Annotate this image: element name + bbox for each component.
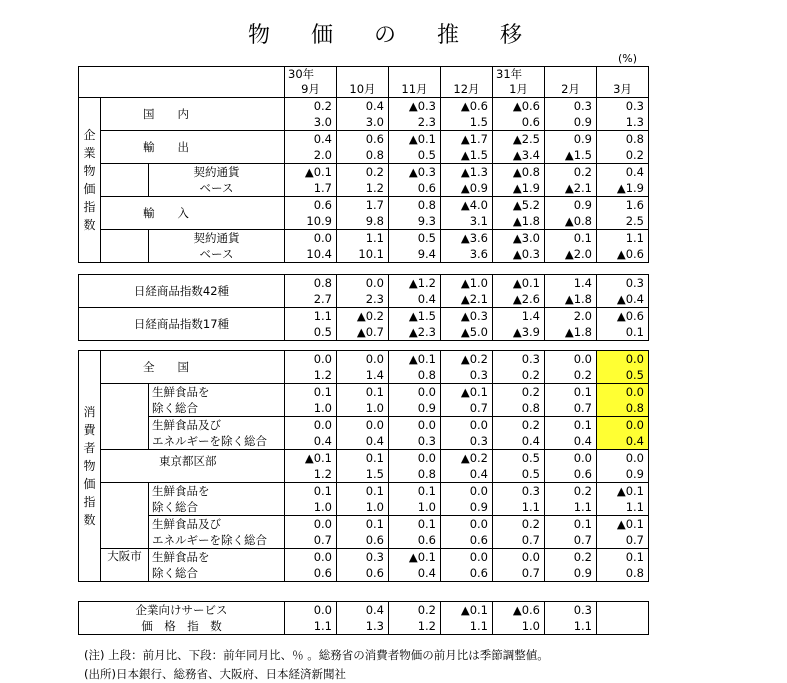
value-cell: 0.9 xyxy=(597,466,649,483)
page-title: 物 価 の 推 移 xyxy=(248,23,539,48)
nikkei-table xyxy=(78,274,649,341)
value-cell: ▲1.9 xyxy=(493,180,545,197)
value-cell: 0.6 xyxy=(337,532,389,549)
value-cell: 0.8 xyxy=(389,466,441,483)
value-cell: 0.5 xyxy=(389,230,441,247)
value-cell: 0.3 xyxy=(545,602,597,619)
value-cell: 0.6 xyxy=(285,565,337,582)
value-cell: ▲3.9 xyxy=(493,324,545,341)
value-cell: ▲0.2 xyxy=(441,450,493,467)
services-label: 企業向けサービス xyxy=(79,602,285,619)
value-cell: 0.7 xyxy=(597,532,649,549)
corporate-sub-label: ベース xyxy=(149,180,285,197)
cpi-row-lower xyxy=(79,532,649,549)
value-cell: 0.4 xyxy=(285,131,337,148)
value-cell: 3.6 xyxy=(441,246,493,263)
value-cell: 2.5 xyxy=(597,213,649,230)
value-cell: 0.8 xyxy=(597,565,649,582)
value-cell: 9.3 xyxy=(389,213,441,230)
value-cell: 0.5 xyxy=(389,147,441,164)
value-cell: ▲2.1 xyxy=(441,291,493,308)
cpi-region-label: 東京都区部 xyxy=(101,450,285,483)
value-cell: ▲0.3 xyxy=(389,164,441,181)
value-cell: ▲0.1 xyxy=(389,549,441,566)
corporate-price-table xyxy=(78,66,649,263)
value-cell: 0.2 xyxy=(545,367,597,384)
value-cell: 0.4 xyxy=(337,98,389,115)
value-cell: 0.7 xyxy=(493,565,545,582)
value-cell: 0.1 xyxy=(337,450,389,467)
value-cell: ▲1.3 xyxy=(441,164,493,181)
corporate-row-upper xyxy=(79,230,649,247)
cpi-sub-label: 生鮮食品及び xyxy=(149,516,285,533)
value-cell: 0.4 xyxy=(337,602,389,619)
value-cell: 1.0 xyxy=(389,499,441,516)
value-cell: 10.4 xyxy=(285,246,337,263)
value-cell: 0.2 xyxy=(337,164,389,181)
value-cell: 10.9 xyxy=(285,213,337,230)
header-month: 10月 xyxy=(337,82,389,98)
value-cell: 0.2 xyxy=(545,164,597,181)
corporate-sub-label: 契約通貨 xyxy=(149,164,285,181)
value-cell: ▲0.9 xyxy=(441,180,493,197)
value-cell: ▲1.5 xyxy=(389,308,441,325)
value-cell: ▲4.0 xyxy=(441,197,493,214)
value-cell: 0.0 xyxy=(597,450,649,467)
value-cell: 0.0 xyxy=(441,549,493,566)
value-cell: 0.6 xyxy=(441,565,493,582)
value-cell: 0.6 xyxy=(285,197,337,214)
value-cell: 0.0 xyxy=(285,602,337,619)
value-cell: 0.6 xyxy=(389,180,441,197)
value-cell: ▲1.7 xyxy=(441,131,493,148)
value-cell: 0.1 xyxy=(285,483,337,500)
value-cell: 10.1 xyxy=(337,246,389,263)
value-cell: 0.1 xyxy=(545,230,597,247)
value-cell: 0.7 xyxy=(493,532,545,549)
value-cell: 0.4 xyxy=(597,164,649,181)
value-cell: 0.0 xyxy=(337,275,389,292)
value-cell: 0.7 xyxy=(285,532,337,549)
value-cell: ▲2.5 xyxy=(493,131,545,148)
value-cell: 0.7 xyxy=(545,400,597,417)
value-cell: 0.4 xyxy=(597,433,649,450)
cpi-sub-label: 生鮮食品を xyxy=(149,483,285,500)
value-cell: 0.2 xyxy=(285,98,337,115)
value-cell: ▲0.1 xyxy=(493,275,545,292)
nikkei-row-upper xyxy=(79,308,649,325)
value-cell: ▲2.6 xyxy=(493,291,545,308)
value-cell: ▲0.6 xyxy=(493,98,545,115)
value-cell: 0.0 xyxy=(597,417,649,434)
value-cell: 0.0 xyxy=(597,351,649,368)
value-cell: 0.0 xyxy=(545,351,597,368)
header-year: 30年 xyxy=(285,67,337,83)
value-cell: 1.1 xyxy=(597,230,649,247)
cpi-row-lower xyxy=(79,400,649,417)
value-cell: 0.0 xyxy=(285,417,337,434)
corporate-sub-label: ベース xyxy=(149,246,285,263)
value-cell: 1.2 xyxy=(337,180,389,197)
value-cell: ▲0.3 xyxy=(389,98,441,115)
corporate-row-lower xyxy=(79,180,649,197)
value-cell: 0.5 xyxy=(285,324,337,341)
value-cell: 0.2 xyxy=(493,384,545,401)
value-cell: 0.8 xyxy=(493,400,545,417)
indent-spacer xyxy=(101,483,149,549)
value-cell: 1.1 xyxy=(285,308,337,325)
value-cell: 0.4 xyxy=(285,433,337,450)
value-cell: 1.4 xyxy=(493,308,545,325)
value-cell: 0.0 xyxy=(493,549,545,566)
value-cell: 0.9 xyxy=(545,197,597,214)
header-corner xyxy=(79,67,285,98)
value-cell: 1.5 xyxy=(337,466,389,483)
value-cell: 0.2 xyxy=(597,147,649,164)
cpi-row-upper xyxy=(79,351,649,368)
value-cell: ▲1.2 xyxy=(389,275,441,292)
value-cell: 0.0 xyxy=(285,351,337,368)
value-cell: 0.1 xyxy=(285,384,337,401)
value-cell: ▲1.5 xyxy=(545,147,597,164)
services-row-upper xyxy=(79,602,649,619)
value-cell: 3.0 xyxy=(337,114,389,131)
value-cell: 0.1 xyxy=(545,384,597,401)
indent-spacer xyxy=(101,164,149,197)
value-cell: 0.2 xyxy=(545,549,597,566)
value-cell: ▲0.1 xyxy=(597,483,649,500)
value-cell: 0.4 xyxy=(389,565,441,582)
cpi-row-upper xyxy=(79,516,649,533)
cpi-osaka-label: 大阪市 xyxy=(101,549,149,582)
value-cell: 0.3 xyxy=(441,433,493,450)
consumer-price-table xyxy=(78,350,649,582)
value-cell: 0.4 xyxy=(545,433,597,450)
value-cell: 0.2 xyxy=(493,417,545,434)
header-year: 31年 xyxy=(493,67,545,83)
corporate-group-label: 企業物価指数 xyxy=(79,98,101,263)
cpi-row-lower xyxy=(79,433,649,450)
corporate-row-upper xyxy=(79,164,649,181)
indent-spacer xyxy=(101,230,149,263)
value-cell: 2.0 xyxy=(545,308,597,325)
value-cell: 0.8 xyxy=(389,197,441,214)
value-cell: 1.4 xyxy=(337,367,389,384)
value-cell: ▲5.2 xyxy=(493,197,545,214)
value-cell: 0.1 xyxy=(389,516,441,533)
value-cell: 1.0 xyxy=(337,400,389,417)
value-cell: 1.1 xyxy=(285,618,337,635)
header-month: 9月 xyxy=(285,82,337,98)
value-cell: 0.0 xyxy=(389,384,441,401)
cpi-row-upper xyxy=(79,384,649,401)
cpi-sub-label: 除く総合 xyxy=(149,565,285,582)
value-cell: 0.6 xyxy=(337,131,389,148)
value-cell: 3.1 xyxy=(441,213,493,230)
value-cell: 0.6 xyxy=(441,532,493,549)
cpi-row-upper xyxy=(79,417,649,434)
value-cell: 1.1 xyxy=(337,230,389,247)
value-cell: ▲0.4 xyxy=(597,291,649,308)
cpi-sub-label: 除く総合 xyxy=(149,499,285,516)
value-cell: 0.8 xyxy=(337,147,389,164)
services-row-lower xyxy=(79,618,649,635)
value-cell: 2.3 xyxy=(337,291,389,308)
value-cell: ▲1.9 xyxy=(597,180,649,197)
corporate-item-label: 輸 出 xyxy=(101,131,285,164)
value-cell: 0.4 xyxy=(493,433,545,450)
value-cell: 0.9 xyxy=(545,131,597,148)
value-cell: ▲0.1 xyxy=(441,602,493,619)
value-cell: ▲0.1 xyxy=(285,164,337,181)
value-cell: 0.1 xyxy=(337,384,389,401)
value-cell: 1.3 xyxy=(337,618,389,635)
value-cell: 0.6 xyxy=(493,114,545,131)
value-cell: 0.1 xyxy=(545,417,597,434)
value-cell: 3.0 xyxy=(285,114,337,131)
value-cell: ▲0.1 xyxy=(389,351,441,368)
value-cell: 1.0 xyxy=(493,618,545,635)
value-cell: ▲0.3 xyxy=(441,308,493,325)
value-cell: 1.0 xyxy=(285,400,337,417)
value-cell: 0.3 xyxy=(597,98,649,115)
value-cell: ▲0.2 xyxy=(337,308,389,325)
cpi-group-label: 消費者物価指数 xyxy=(79,351,101,582)
value-cell: 0.0 xyxy=(545,450,597,467)
value-cell: 1.2 xyxy=(285,367,337,384)
value-cell: 1.5 xyxy=(441,114,493,131)
cpi-sub-label: 生鮮食品を xyxy=(149,549,285,566)
value-cell: ▲0.6 xyxy=(493,602,545,619)
value-cell: ▲0.3 xyxy=(493,246,545,263)
value-cell: 1.2 xyxy=(389,618,441,635)
value-cell: 0.5 xyxy=(493,466,545,483)
value-cell: ▲0.6 xyxy=(597,246,649,263)
value-cell: 1.6 xyxy=(597,197,649,214)
corporate-item-label: 国 内 xyxy=(101,98,285,131)
cpi-region-label: 全 国 xyxy=(101,351,285,384)
value-cell: ▲5.0 xyxy=(441,324,493,341)
value-cell: 0.5 xyxy=(493,450,545,467)
value-cell: 0.0 xyxy=(441,483,493,500)
value-cell: 0.2 xyxy=(545,483,597,500)
value-cell: ▲3.6 xyxy=(441,230,493,247)
nikkei-label: 日経商品指数17種 xyxy=(79,308,285,341)
header-year-row xyxy=(79,67,649,83)
value-cell: ▲0.8 xyxy=(545,213,597,230)
value-cell: ▲0.6 xyxy=(441,98,493,115)
cpi-row-upper xyxy=(79,483,649,500)
value-cell: 0.4 xyxy=(337,433,389,450)
cpi-row-upper xyxy=(79,450,649,467)
value-cell: 1.2 xyxy=(285,466,337,483)
value-cell: 0.2 xyxy=(389,602,441,619)
value-cell: 1.1 xyxy=(545,618,597,635)
nikkei-label: 日経商品指数42種 xyxy=(79,275,285,308)
value-cell: ▲0.7 xyxy=(337,324,389,341)
value-cell: 0.3 xyxy=(597,275,649,292)
value-cell: 1.1 xyxy=(545,499,597,516)
source-text: (出所)日本銀行、総務省、大阪府、日本経済新聞社 xyxy=(84,667,346,681)
value-cell: 0.9 xyxy=(441,499,493,516)
value-cell: 0.3 xyxy=(389,433,441,450)
value-cell: 0.2 xyxy=(493,367,545,384)
value-cell: 0.3 xyxy=(545,98,597,115)
value-cell: 0.5 xyxy=(597,367,649,384)
value-cell: 9.8 xyxy=(337,213,389,230)
corporate-row-upper xyxy=(79,98,649,115)
value-cell: 0.0 xyxy=(441,417,493,434)
value-cell: 1.7 xyxy=(337,197,389,214)
corporate-row-upper xyxy=(79,131,649,148)
value-cell: 0.1 xyxy=(389,483,441,500)
value-cell: 0.6 xyxy=(389,532,441,549)
value-cell: ▲1.8 xyxy=(545,324,597,341)
note-text: (注) 上段：前月比、下段：前年同月比、％ 。総務省の消費者物価の前月比は季節調整値。 xyxy=(84,648,549,662)
value-cell: 0.9 xyxy=(545,114,597,131)
header-month: 2月 xyxy=(545,82,597,98)
value-cell: 1.0 xyxy=(337,499,389,516)
value-cell: ▲1.0 xyxy=(441,275,493,292)
value-cell: 0.0 xyxy=(337,351,389,368)
value-cell: 0.6 xyxy=(545,466,597,483)
value-cell: 1.0 xyxy=(285,499,337,516)
value-cell: ▲0.6 xyxy=(597,308,649,325)
value-cell: ▲0.1 xyxy=(389,131,441,148)
value-cell: 2.7 xyxy=(285,291,337,308)
cpi-row-upper xyxy=(79,549,649,566)
value-cell: 0.7 xyxy=(545,532,597,549)
value-cell: 0.0 xyxy=(285,516,337,533)
value-cell: 0.0 xyxy=(337,417,389,434)
value-cell: ▲0.1 xyxy=(597,516,649,533)
value-cell: 0.0 xyxy=(441,516,493,533)
value-cell: 0.1 xyxy=(337,516,389,533)
value-cell: 0.4 xyxy=(389,291,441,308)
value-cell: 1.1 xyxy=(493,499,545,516)
cpi-row-lower xyxy=(79,499,649,516)
value-cell: 0.2 xyxy=(493,516,545,533)
nikkei-row-upper xyxy=(79,275,649,292)
corporate-sub-label: 契約通貨 xyxy=(149,230,285,247)
value-cell xyxy=(597,602,649,619)
corporate-row-lower xyxy=(79,246,649,263)
value-cell: 0.0 xyxy=(597,384,649,401)
services-price-table xyxy=(78,601,649,635)
value-cell: ▲1.8 xyxy=(493,213,545,230)
value-cell: 1.1 xyxy=(441,618,493,635)
value-cell: 0.1 xyxy=(597,324,649,341)
value-cell: 0.8 xyxy=(597,400,649,417)
value-cell: ▲2.3 xyxy=(389,324,441,341)
value-cell: 2.0 xyxy=(285,147,337,164)
value-cell: 1.7 xyxy=(285,180,337,197)
value-cell: 0.9 xyxy=(389,400,441,417)
value-cell: 0.3 xyxy=(493,483,545,500)
cpi-sub-label: エネルギーを除く総合 xyxy=(149,433,285,450)
header-month: 11月 xyxy=(389,82,441,98)
value-cell: 1.4 xyxy=(545,275,597,292)
unit-label: (%) xyxy=(618,52,638,65)
header-month: 1月 xyxy=(493,82,545,98)
value-cell: 0.8 xyxy=(285,275,337,292)
value-cell: 0.0 xyxy=(285,549,337,566)
value-cell: 0.1 xyxy=(337,483,389,500)
value-cell: 9.4 xyxy=(389,246,441,263)
value-cell: 0.3 xyxy=(441,367,493,384)
value-cell: 0.8 xyxy=(389,367,441,384)
value-cell: ▲2.1 xyxy=(545,180,597,197)
cpi-sub-label: エネルギーを除く総合 xyxy=(149,532,285,549)
cpi-sub-label: 除く総合 xyxy=(149,400,285,417)
cpi-row-lower xyxy=(79,565,649,582)
services-label: 価 格 指 数 xyxy=(79,618,285,635)
header-month: 3月 xyxy=(597,82,649,98)
value-cell: 2.3 xyxy=(389,114,441,131)
value-cell: 1.3 xyxy=(597,114,649,131)
header-month: 12月 xyxy=(441,82,493,98)
value-cell: 0.4 xyxy=(441,466,493,483)
value-cell: 0.7 xyxy=(441,400,493,417)
value-cell: ▲0.2 xyxy=(441,351,493,368)
value-cell: 0.0 xyxy=(389,417,441,434)
value-cell: ▲1.8 xyxy=(545,291,597,308)
corporate-row-upper xyxy=(79,197,649,214)
value-cell: 0.1 xyxy=(545,516,597,533)
value-cell: 0.3 xyxy=(493,351,545,368)
value-cell: ▲3.4 xyxy=(493,147,545,164)
value-cell xyxy=(597,618,649,635)
value-cell: 0.0 xyxy=(389,450,441,467)
value-cell: 0.9 xyxy=(545,565,597,582)
corporate-item-label: 輸 入 xyxy=(101,197,285,230)
value-cell: ▲0.8 xyxy=(493,164,545,181)
value-cell: ▲0.1 xyxy=(285,450,337,467)
indent-spacer xyxy=(101,384,149,450)
value-cell: 0.0 xyxy=(285,230,337,247)
value-cell: 0.3 xyxy=(337,549,389,566)
value-cell: ▲2.0 xyxy=(545,246,597,263)
value-cell: ▲3.0 xyxy=(493,230,545,247)
value-cell: 0.6 xyxy=(337,565,389,582)
value-cell: ▲0.1 xyxy=(441,384,493,401)
value-cell: ▲1.5 xyxy=(441,147,493,164)
cpi-sub-label: 生鮮食品を xyxy=(149,384,285,401)
value-cell: 1.1 xyxy=(597,499,649,516)
value-cell: 0.1 xyxy=(597,549,649,566)
cpi-sub-label: 生鮮食品及び xyxy=(149,417,285,434)
value-cell: 0.8 xyxy=(597,131,649,148)
